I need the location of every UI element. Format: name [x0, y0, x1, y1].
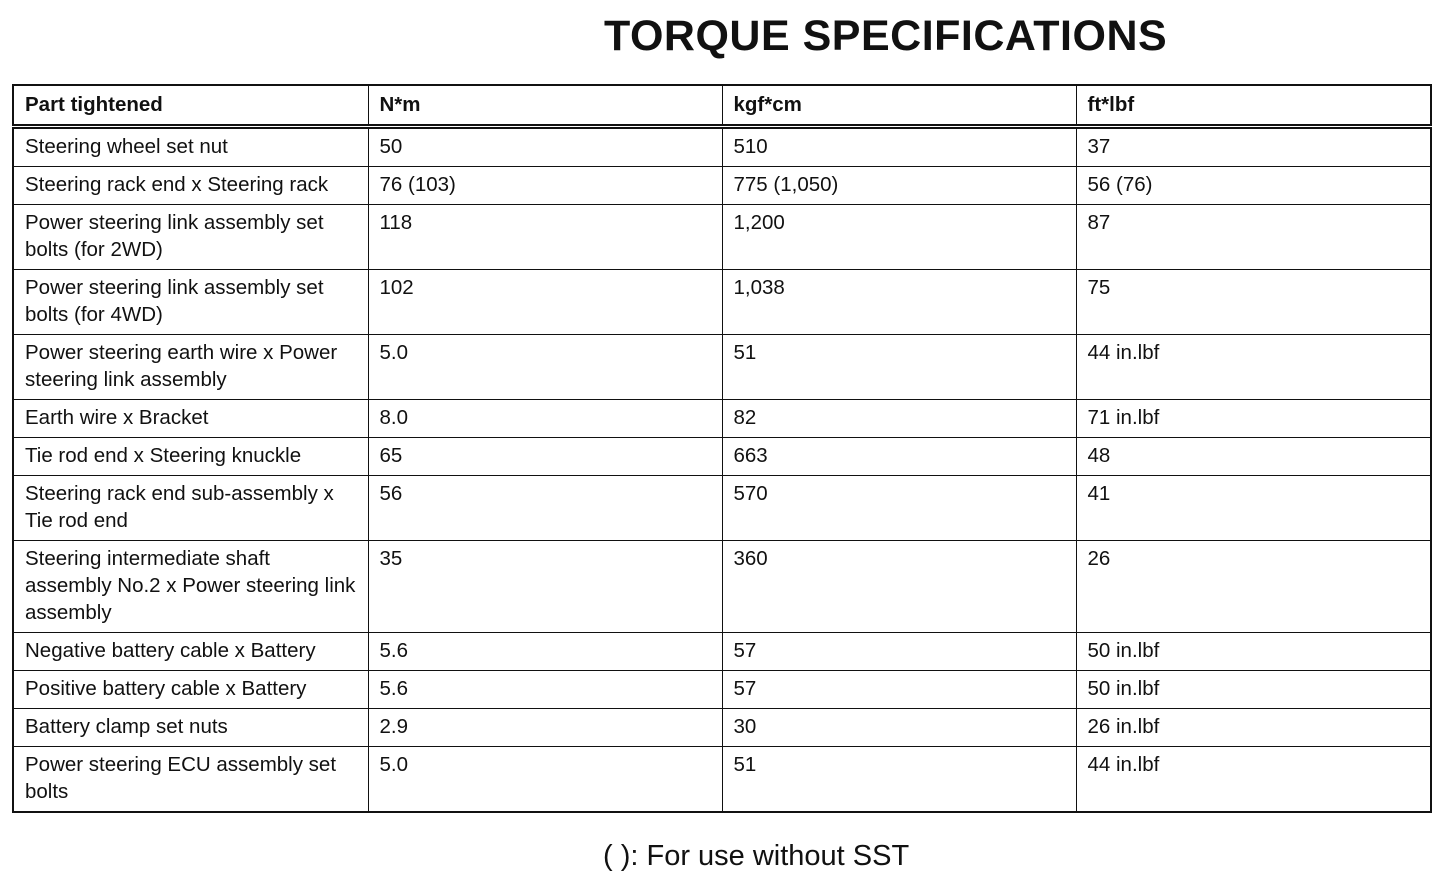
- cell-part: Steering rack end x Steering rack: [13, 167, 368, 205]
- cell-part: Steering wheel set nut: [13, 127, 368, 167]
- cell-part: Earth wire x Bracket: [13, 400, 368, 438]
- table-row: [13, 476, 1431, 541]
- cell-part: Negative battery cable x Battery: [13, 633, 368, 671]
- cell-nm: 65: [368, 438, 722, 476]
- table-row: [13, 400, 1431, 438]
- cell-kgfcm: 30: [722, 709, 1076, 747]
- cell-ftlbf: 41: [1076, 476, 1431, 541]
- cell-kgfcm: 663: [722, 438, 1076, 476]
- header-kgfcm: kgf*cm: [722, 85, 1076, 127]
- cell-kgfcm: 570: [722, 476, 1076, 541]
- cell-ftlbf: 56 (76): [1076, 167, 1431, 205]
- cell-part: Steering rack end sub-assembly x Tie rod end: [13, 476, 368, 541]
- cell-nm: 5.0: [368, 335, 722, 400]
- cell-part: Tie rod end x Steering knuckle: [13, 438, 368, 476]
- header-part-tightened: Part tightened: [13, 85, 368, 127]
- page-title: TORQUE SPECIFICATIONS: [604, 12, 1168, 60]
- cell-part: Steering intermediate shaft assembly No.2 x Power steering link assembly: [13, 541, 368, 633]
- cell-nm: 35: [368, 541, 722, 633]
- cell-nm: 118: [368, 205, 722, 270]
- cell-kgfcm: 82: [722, 400, 1076, 438]
- cell-kgfcm: 51: [722, 747, 1076, 813]
- cell-kgfcm: 1,200: [722, 205, 1076, 270]
- cell-ftlbf: 87: [1076, 205, 1431, 270]
- cell-part: Power steering link assembly set bolts (for 2WD): [13, 205, 368, 270]
- cell-nm: 5.6: [368, 633, 722, 671]
- cell-ftlbf: 75: [1076, 270, 1431, 335]
- cell-kgfcm: 360: [722, 541, 1076, 633]
- cell-nm: 5.6: [368, 671, 722, 709]
- cell-ftlbf: 71 in.lbf: [1076, 400, 1431, 438]
- cell-kgfcm: 775 (1,050): [722, 167, 1076, 205]
- cell-part: Power steering link assembly set bolts (for 4WD): [13, 270, 368, 335]
- header-ftlbf: ft*lbf: [1076, 85, 1431, 127]
- cell-kgfcm: 51: [722, 335, 1076, 400]
- table-row: [13, 541, 1431, 633]
- cell-nm: 102: [368, 270, 722, 335]
- table-row: [13, 127, 1431, 167]
- cell-ftlbf: 44 in.lbf: [1076, 747, 1431, 813]
- table-row: [13, 270, 1431, 335]
- cell-ftlbf: 26: [1076, 541, 1431, 633]
- cell-ftlbf: 48: [1076, 438, 1431, 476]
- cell-ftlbf: 37: [1076, 127, 1431, 167]
- cell-nm: 8.0: [368, 400, 722, 438]
- cell-nm: 50: [368, 127, 722, 167]
- table-row: [13, 633, 1431, 671]
- cell-nm: 5.0: [368, 747, 722, 813]
- cell-part: Power steering ECU assembly set bolts: [13, 747, 368, 813]
- table-row: [13, 747, 1431, 813]
- cell-nm: 56: [368, 476, 722, 541]
- table-header-row: [13, 85, 1431, 127]
- cell-ftlbf: 26 in.lbf: [1076, 709, 1431, 747]
- cell-kgfcm: 1,038: [722, 270, 1076, 335]
- table-row: [13, 335, 1431, 400]
- table-row: [13, 709, 1431, 747]
- table-row: [13, 671, 1431, 709]
- cell-nm: 76 (103): [368, 167, 722, 205]
- cell-ftlbf: 44 in.lbf: [1076, 335, 1431, 400]
- torque-spec-table: [12, 84, 1432, 813]
- cell-kgfcm: 57: [722, 671, 1076, 709]
- cell-nm: 2.9: [368, 709, 722, 747]
- table-row: [13, 167, 1431, 205]
- table-row: [13, 438, 1431, 476]
- table-row: [13, 205, 1431, 270]
- cell-part: Positive battery cable x Battery: [13, 671, 368, 709]
- header-nm: N*m: [368, 85, 722, 127]
- cell-kgfcm: 510: [722, 127, 1076, 167]
- cell-part: Power steering earth wire x Power steering link assembly: [13, 335, 368, 400]
- cell-kgfcm: 57: [722, 633, 1076, 671]
- cell-ftlbf: 50 in.lbf: [1076, 633, 1431, 671]
- cell-part: Battery clamp set nuts: [13, 709, 368, 747]
- cell-ftlbf: 50 in.lbf: [1076, 671, 1431, 709]
- footnote: ( ): For use without SST: [603, 840, 910, 872]
